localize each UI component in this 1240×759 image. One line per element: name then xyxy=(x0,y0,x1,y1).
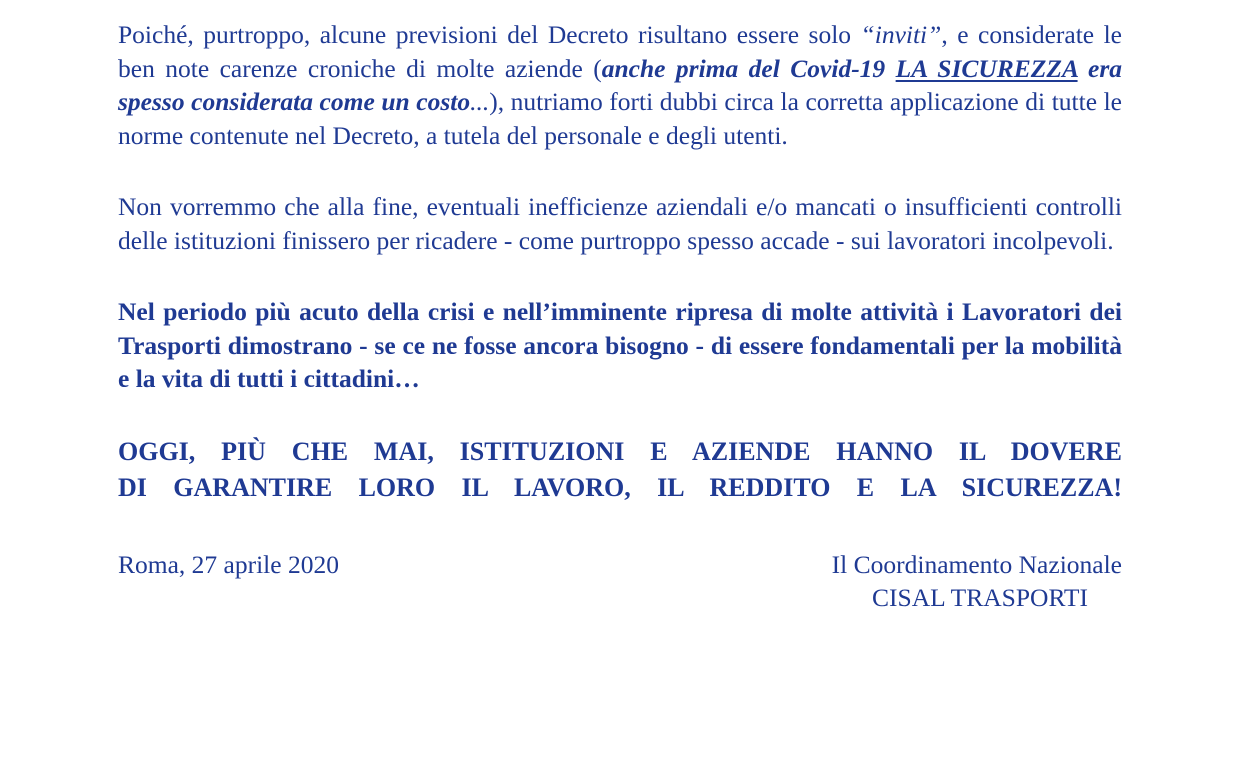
emphasis-covid: anche prima del Covid-19 xyxy=(601,53,896,83)
document-page xyxy=(118,18,1122,628)
paragraph-appello xyxy=(118,434,1122,506)
emphasis-ellipsis: ... xyxy=(470,87,490,116)
inviti-quote: “inviti” xyxy=(860,20,942,49)
paragraph-decreto-text-3: ), nutriamo forti dubbi circa la corretta applicazione di tutte le norme contenute nel Decreto, a tutela del personale e degli utenti. xyxy=(118,87,1122,150)
signature-line-2: CISAL TRASPORTI xyxy=(872,583,1088,612)
paragraph-decreto xyxy=(118,18,1122,152)
document-footer xyxy=(118,548,1122,628)
paragraph-decreto-text-1: Poiché, purtroppo, alcune previsioni del Decreto risultano essere solo xyxy=(118,20,861,49)
appello-line-2: DI GARANTIRE LORO IL LAVORO, IL REDDITO E LA SICUREZZA! xyxy=(118,472,1122,502)
emphasis-la-sicurezza: LA SICUREZZA xyxy=(895,53,1078,83)
paragraph-inefficienze: Non vorremmo che alla fine, eventuali inefficienze aziendali e/o mancati o insufficienti controlli delle istituzioni finissero per ricadere - come purtroppo spesso accade - sui lavoratori incolpevoli. xyxy=(118,192,1122,255)
paragraph-decreto-text-2: , e considerate le ben note carenze croniche di molte aziende ( xyxy=(118,20,1123,83)
paragraph-lavoratori: Nel periodo più acuto della crisi e nell’imminente ripresa di molte attività i Lavoratori dei Trasporti dimostrano - se ce ne fosse ancora bisogno - di essere fondamentali per la mobilità e la vita di tutti i cittadini… xyxy=(118,297,1122,393)
emphasis-costo: era spesso considerata come un costo xyxy=(118,53,1122,116)
signature-block xyxy=(782,548,1122,615)
appello-line-1: OGGI, PIÙ CHE MAI, ISTITUZIONI E AZIENDE HANNO IL DOVERE xyxy=(118,436,1122,466)
place-date: Roma, 27 aprile 2020 xyxy=(118,549,339,579)
signature-line-1: Il Coordinamento Nazionale xyxy=(831,549,1122,579)
